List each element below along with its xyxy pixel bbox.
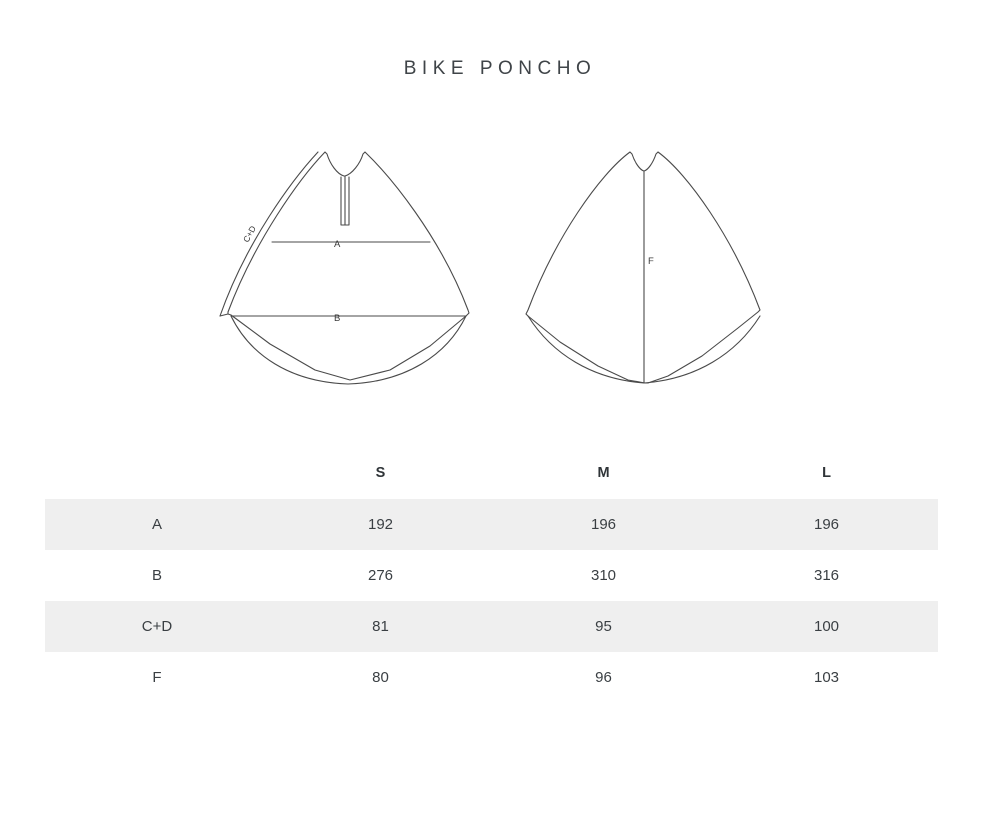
row-value-m: 310: [590, 567, 617, 584]
row-value-l: 316: [813, 567, 840, 584]
page-title: BIKE PONCHO: [403, 58, 597, 79]
row-value-s: 81: [269, 601, 492, 652]
row-value-s: 80: [372, 669, 389, 686]
row-label: A: [45, 499, 269, 550]
measurements-table: [45, 455, 938, 703]
row-value-m: 196: [492, 499, 715, 550]
garment-diagrams: [0, 130, 1000, 410]
table-row: [45, 652, 938, 703]
row-label: B: [151, 567, 162, 584]
label-cd: C+D: [240, 224, 258, 244]
table-row: [45, 601, 938, 652]
table-header-row: [45, 455, 938, 499]
row-value-l: 100: [715, 601, 938, 652]
label-f: F: [648, 256, 654, 267]
label-b: B: [334, 313, 341, 324]
row-value-m: 95: [492, 601, 715, 652]
label-a: A: [334, 239, 341, 250]
table-row: [45, 550, 938, 601]
poncho-front-view: [220, 152, 469, 384]
column-header-blank: [45, 455, 269, 499]
row-value-m: 96: [595, 669, 612, 686]
column-header-s: S: [269, 455, 492, 499]
row-value-l: 196: [715, 499, 938, 550]
column-header-l: L: [715, 455, 938, 499]
row-value-l: 103: [813, 669, 840, 686]
row-label: F: [152, 669, 162, 686]
row-value-s: 192: [269, 499, 492, 550]
column-header-m: M: [492, 455, 715, 499]
row-label: C+D: [45, 601, 269, 652]
poncho-back-view: [526, 152, 760, 383]
table-row: [45, 499, 938, 550]
row-value-s: 276: [367, 567, 394, 584]
measurements-table-wrapper: [45, 455, 938, 703]
